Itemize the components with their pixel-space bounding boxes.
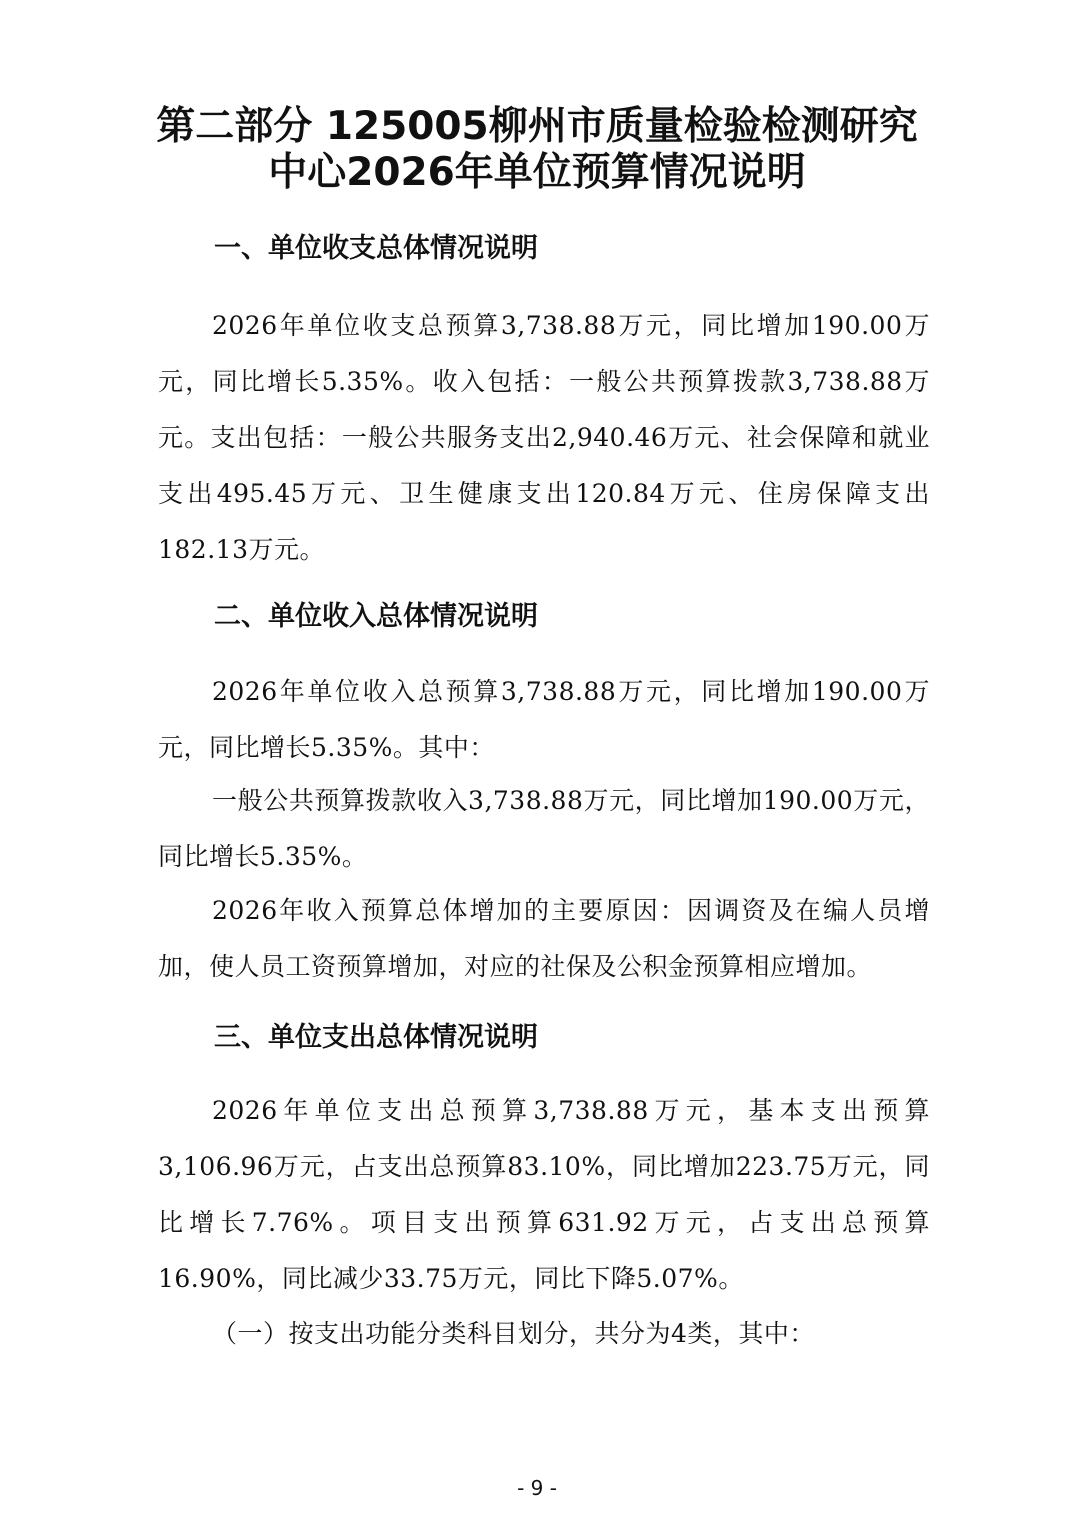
page-number: - 9 - bbox=[517, 1476, 557, 1500]
section-heading-3: 三、单位支出总体情况说明 bbox=[214, 1022, 538, 1053]
page-title bbox=[0, 104, 1074, 196]
title-line-1: 第二部分 125005柳州市质量检验检测研究 bbox=[156, 104, 918, 149]
section-heading-1: 一、单位收支总体情况说明 bbox=[214, 233, 538, 264]
title-line-2: 中心2026年单位预算情况说明 bbox=[268, 150, 806, 195]
section-3-paragraph-2: （一）按支出功能分类科目划分，共分为4类，其中： bbox=[212, 1319, 815, 1348]
section-2-paragraph-2: 一般公共预算拨款收入3,738.88万元，同比增加190.00万元，同比增长5.35%。 bbox=[158, 786, 930, 871]
section-2-paragraph-3: 2026年收入预算总体增加的主要原因：因调资及在编人员增加，使人员工资预算增加，对应的社保及公积金预算相应增加。 bbox=[158, 896, 930, 981]
section-3-paragraph-1: 2026年单位支出总预算3,738.88万元，基本支出预算3,106.96万元，占支出总预算83.10%，同比增加223.75万元，同比增长7.76%。项目支出预算631.92万元，占支出总预算16.90%，同比减少33.75万元，同比下降5.07%。 bbox=[158, 1096, 930, 1293]
section-2-paragraph-1: 2026年单位收入总预算3,738.88万元，同比增加190.00万元，同比增长5.35%。其中： bbox=[158, 677, 930, 762]
section-heading-2: 二、单位收入总体情况说明 bbox=[214, 601, 538, 632]
section-1-paragraph-1: 2026年单位收支总预算3,738.88万元，同比增加190.00万元，同比增长5.35%。收入包括：一般公共预算拨款3,738.88万元。支出包括：一般公共服务支出2,940.46万元、社会保障和就业支出495.45万元、卫生健康支出120.84万元、住房保障支出182.13万元。 bbox=[158, 311, 930, 564]
